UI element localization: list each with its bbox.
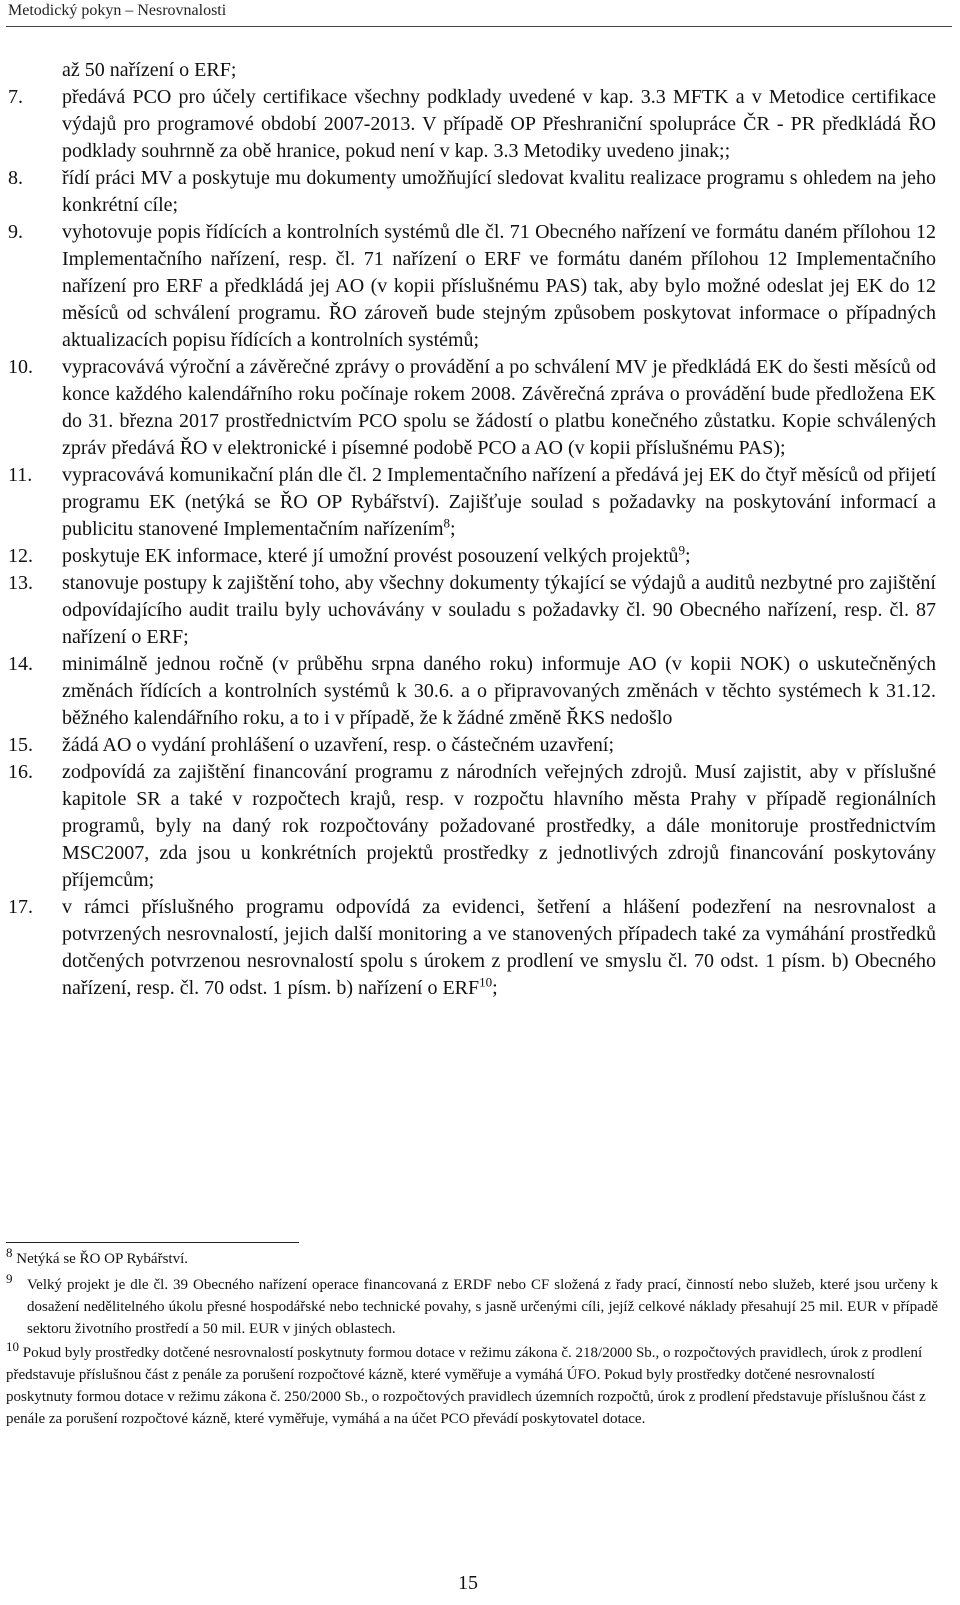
item-number: 8.: [8, 167, 23, 189]
item-number: 7.: [8, 86, 23, 108]
list-item-15: [8, 732, 936, 759]
list-item-12: [8, 543, 936, 570]
list-item-17: [8, 894, 936, 1002]
item-text: řídí práci MV a poskytuje mu dokumenty umožňující sledovat kvalitu realizace programu s ohledem na jeho konkrétní cíle;: [62, 167, 936, 216]
item-number: 13.: [8, 572, 33, 594]
item-number: 17.: [8, 896, 33, 918]
footnote-separator: [6, 1242, 299, 1243]
list-item-intro: [8, 57, 936, 84]
footnote-10: [6, 1339, 938, 1430]
item-text: minimálně jednou ročně (v průběhu srpna daného roku) informuje AO (v kopii NOK) o uskutečněných změnách řídících a kontrolních systémů k 30.6. a o připravovaných změnách v těchto systémech k 31.12. běžného kalendářního roku, a to i v případě, že k žádné změně ŘKS nedošlo: [62, 653, 936, 729]
list-item-10: [8, 354, 936, 462]
item-number: 12.: [8, 545, 33, 567]
list-item-7: [8, 84, 936, 165]
list-item-14: [8, 651, 936, 732]
footnote-ref[interactable]: 8: [443, 515, 451, 531]
document-body: [8, 57, 936, 1002]
footnote-number: 8: [6, 1245, 13, 1260]
footnote-number: 10: [6, 1339, 19, 1354]
footnote-text: Velký projekt je dle čl. 39 Obecného nařízení operace financovaná z ERDF nebo CF složená z řady prací, činností nebo služeb, které jsou určeny k dosažení nedělitelného úkolu přesné hospodářské nebo technické povahy, s jasně určenými cíli, jejíž celkové náklady přesahují 25 mil. EUR v případě sektoru životního prostředí a 50 mil. EUR v jiných oblastech.: [27, 1277, 938, 1337]
item-number: 9.: [8, 221, 23, 243]
footnote-text: Netýká se ŘO OP Rybářství.: [16, 1251, 188, 1267]
list-item-8: [8, 165, 936, 219]
page-number: 15: [458, 1572, 478, 1594]
item-text: v rámci příslušného programu odpovídá za evidenci, šetření a hlášení podezření na nesrovnalost a potvrzených nesrovnalostí, jejich další monitoring a ve stanovených případech také za vymáhání prostředků dotčených potvrzenou nesrovnalostí spolu s úrokem z prodlení ve smyslu čl. 70 odst. 1 písm. b) Obecného nařízení, resp. čl. 70 odst. 1 písm. b) nařízení o ERF: [62, 896, 936, 999]
item-number: 16.: [8, 761, 33, 783]
item-text: poskytuje EK informace, které jí umožní provést posouzení velkých projektů: [62, 545, 679, 567]
item-text: vypracovává komunikační plán dle čl. 2 Implementačního nařízení a předává jej EK do čtyř měsíců od přijetí programu EK (netýká se ŘO OP Rybářství). Zajišťuje soulad s požadavky na poskytování informací a publicitu stanovené Implementačním nařízením: [62, 464, 936, 540]
footnote-8: [6, 1245, 938, 1270]
list-item-13: [8, 570, 936, 651]
item-text: vyhotovuje popis řídících a kontrolních systémů dle čl. 71 Obecného nařízení ve formátu daném přílohou 12 Implementačního nařízení, resp. čl. 71 nařízení o ERF ve formátu daném přílohou 12 Implementačního nařízení pro ERF a předkládá jej AO (v kopii příslušnému PAS) tak, aby bylo možné odeslat jej EK do 12 měsíců od schválení programu. ŘO zároveň bude stejným způsobem poskytovat informace o případných aktualizacích popisu řídících a kontrolních systémů;: [62, 221, 936, 351]
item-number: 15.: [8, 734, 33, 756]
list-item-16: [8, 759, 936, 894]
item-text: žádá AO o vydání prohlášení o uzavření, resp. o částečném uzavření;: [62, 734, 615, 756]
footnote-ref[interactable]: 10: [479, 974, 493, 990]
item-number: 10.: [8, 356, 33, 378]
item-text-end: ;: [685, 545, 691, 567]
intro-text: až 50 nařízení o ERF;: [62, 59, 237, 81]
list-item-11: [8, 462, 936, 543]
item-number: 11.: [8, 464, 33, 486]
item-text-end: ;: [450, 518, 456, 540]
item-text: stanovuje postupy k zajištění toho, aby všechny dokumenty týkající se výdajů a auditů nezbytné pro zajištění odpovídajícího audit trailu byly uchovávány v souladu s požadavky čl. 90 Obecného nařízení, resp. čl. 87 nařízení o ERF;: [62, 572, 936, 648]
item-text: vypracovává výroční a závěrečné zprávy o provádění a po schválení MV je předkládá EK do šesti měsíců od konce každého kalendářního roku počínaje rokem 2008. Závěrečná zpráva o provádění bude předložena EK do 31. března 2017 prostřednictvím PCO spolu se žádostí o platbu konečného zůstatku. Kopie schválených zpráv předává ŘO v elektronické i písemné podobě PCO a AO (v kopii příslušnému PAS);: [62, 356, 936, 459]
page-header: Metodický pokyn – Nesrovnalosti: [8, 2, 227, 19]
item-text-end: ;: [492, 977, 498, 999]
footnote-ref[interactable]: 9: [678, 542, 686, 558]
item-text: předává PCO pro účely certifikace všechny podklady uvedené v kap. 3.3 MFTK a v Metodice certifikace výdajů pro programové období 2007-2013. V případě OP Přeshraniční spolupráce ČR - PR předkládá ŘO podklady souhrnně za obě hranice, pokud není v kap. 3.3 Metodiky uvedeno jinak;;: [62, 86, 936, 162]
list-item-9: [8, 219, 936, 354]
item-text: zodpovídá za zajištění financování programu z národních veřejných zdrojů. Musí zajistit, aby v příslušné kapitole SR a také v rozpočtech krajů, resp. v rozpočtu hlavního města Prahy v případě regionálních programů, byly na daný rok rozpočtovány požadované prostředky, a dále monitoruje prostřednictvím MSC2007, zda jsou u konkrétních projektů prostředky z jednotlivých zdrojů financování poskytovány příjemcům;: [62, 761, 936, 891]
footnote-text: Pokud byly prostředky dotčené nesrovnalostí poskytnuty formou dotace v režimu zákona č. 218/2000 Sb., o rozpočtových pravidlech, úrok z prodlení představuje příslušnou část z penále za porušení rozpočtové kázně, které vyměřuje a vymáhá ÚFO. Pokud byly prostředky dotčené nesrovnalostí poskytnuty formou dotace v režimu zákona č. 250/2000 Sb., o rozpočtových pravidlech územních rozpočtů, úrok z prodlení představuje příslušnou část z penále za porušení rozpočtové kázně, které vyměřuje, vymáhá a na účet PCO převádí poskytovatel dotace.: [6, 1345, 926, 1427]
footnote-9: [6, 1271, 938, 1340]
item-number: 14.: [8, 653, 33, 675]
footnotes: [6, 1245, 938, 1430]
header-rule: [6, 26, 952, 27]
footnote-number: 9: [6, 1271, 13, 1286]
